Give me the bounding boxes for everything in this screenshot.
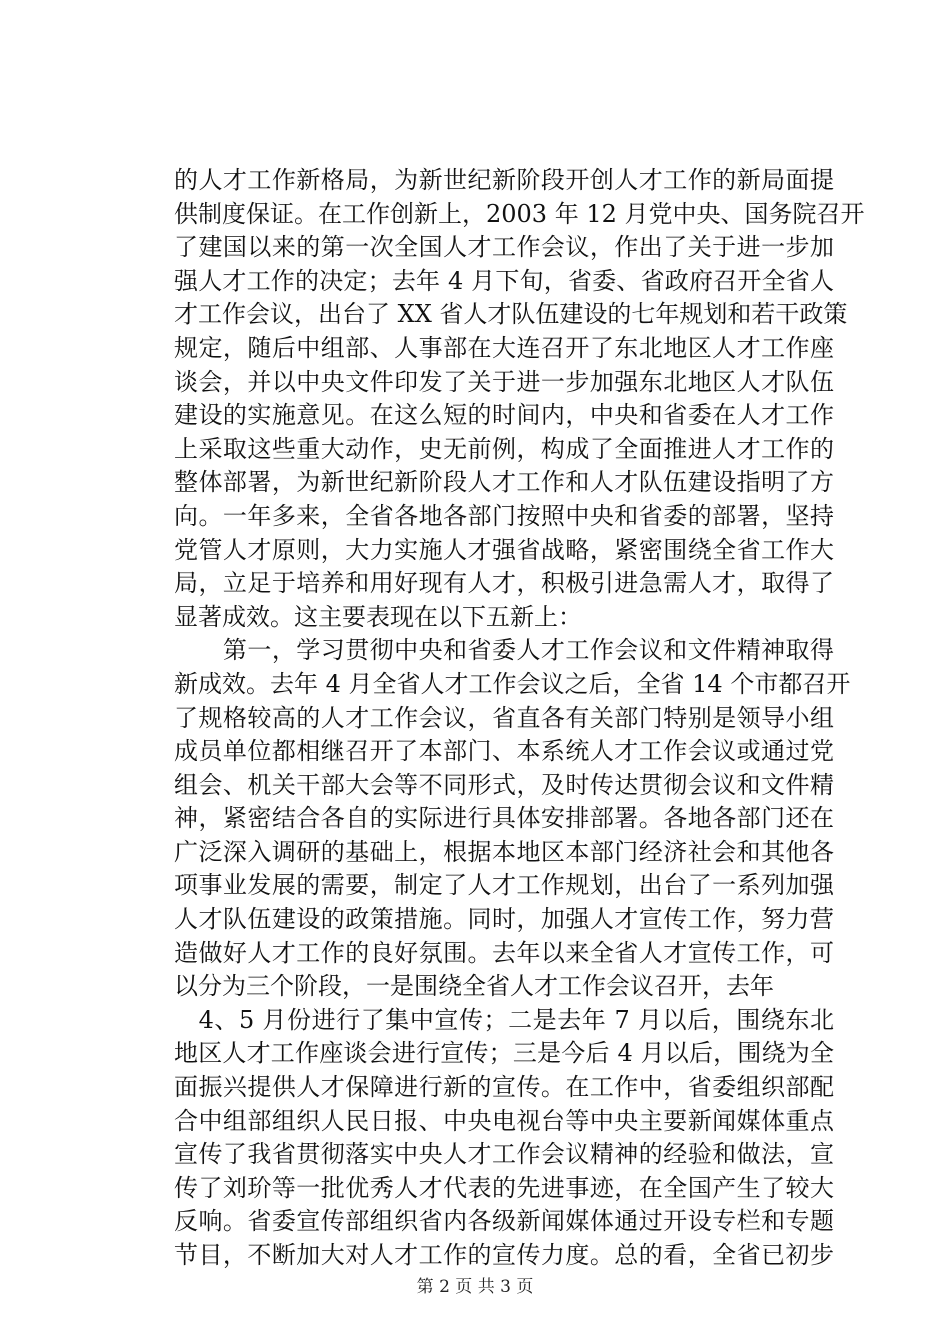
text-line: 显著成效。这主要表现在以下五新上： [174,602,582,631]
text-line: 以分为三个阶段，一是围绕全省人才工作会议召开，去年 [174,972,774,1001]
text-line: 强人才工作的决定；去年 4 月下旬，省委、省政府召开全省人 [174,266,834,295]
text-line: 节目，不断加大对人才工作的宣传力度。总的看，全省已初步 [174,1241,834,1269]
text-line: 向。一年多来，全省各地各部门按照中央和省委的部署，坚持 [174,501,834,530]
text-line: 党管人才原则，大力实施人才强省战略，紧密围绕全省工作大 [174,535,834,564]
text-line: 组会、机关干部大会等不同形式，及时传达贯彻会议和文件精 [174,770,834,799]
text-line: 人才队伍建设的政策措施。同时，加强人才宣传工作，努力营 [174,905,834,934]
text-line: 合中组部组织人民日报、中央电视台等中央主要新闻媒体重点 [174,1106,834,1135]
text-line: 的人才工作新格局，为新世纪新阶段开创人才工作的新局面提 [174,166,834,194]
text-line: 建设的实施意见。在这么短的时间内，中央和省委在人才工作 [174,401,834,430]
text-line: 成员单位都相继召开了本部门、本系统人才工作会议或通过党 [174,737,834,766]
text-line: 供制度保证。在工作创新上，2003 年 12 月党中央、国务院召开 [174,199,865,228]
text-line: 规定，随后中组部、人事部在大连召开了东北地区人才工作座 [174,333,834,362]
text-line: 反响。省委宣传部组织省内各级新闻媒体通过开设专栏和专题 [174,1207,834,1236]
page-number-label: 第 2 页 共 3 页 [416,1277,534,1297]
text-line: 了建国以来的第一次全国人才工作会议，作出了关于进一步加 [174,233,834,262]
text-line: 整体部署，为新世纪新阶段人才工作和人才队伍建设指明了方 [174,468,834,497]
text-line: 项事业发展的需要，制定了人才工作规划，出台了一系列加强 [174,871,834,900]
text-line: 广泛深入调研的基础上，根据本地区本部门经济社会和其他各 [174,837,834,866]
text-line: 新成效。去年 4 月全省人才工作会议之后，全省 14 个市都召开 [174,669,851,698]
text-line: 地区人才工作座谈会进行宣传；三是今后 4 月以后，围绕为全 [174,1039,834,1068]
text-line: 才工作会议，出台了 XX 省人才队伍建设的七年规划和若干政策 [174,300,848,329]
text-line: 了规格较高的人才工作会议，省直各有关部门特别是领导小组 [174,703,834,732]
paragraph-start-line: 第一，学习贯彻中央和省委人才工作会议和文件精神取得 [174,636,834,665]
text-line: 面振兴提供人才保障进行新的宣传。在工作中，省委组织部配 [174,1073,834,1102]
text-line: 造做好人才工作的良好氛围。去年以来全省人才宣传工作，可 [174,938,834,967]
text-line: 传了刘玠等一批优秀人才代表的先进事迹，在全国产生了较大 [174,1173,834,1202]
text-line: 神，紧密结合各自的实际进行具体安排部署。各地各部门还在 [174,804,834,833]
text-line: 谈会，并以中央文件印发了关于进一步加强东北地区人才队伍 [174,367,834,396]
paragraph-start-line: 4、5 月份进行了集中宣传；二是去年 7 月以后，围绕东北 [174,1005,834,1034]
text-line: 宣传了我省贯彻落实中央人才工作会议精神的经验和做法，宣 [174,1140,834,1169]
page-footer [0,1276,950,1298]
text-line: 上采取这些重大动作，史无前例，构成了全面推进人才工作的 [174,434,834,463]
text-line: 局，立足于培养和用好现有人才，积极引进急需人才，取得了 [174,569,834,598]
body-text [174,164,865,1273]
